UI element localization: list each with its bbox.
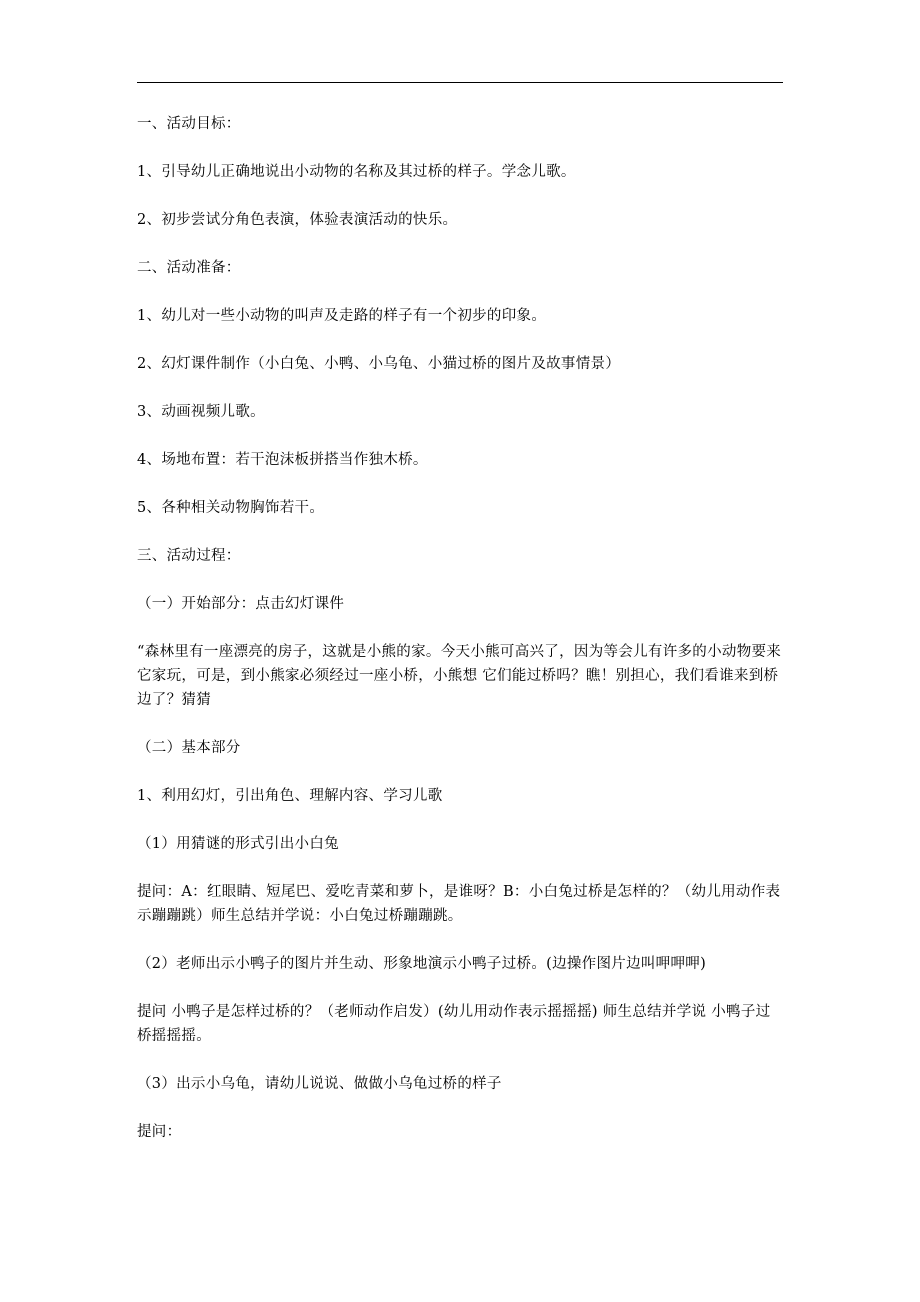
header-rule — [137, 82, 783, 83]
paragraph: 1、幼儿对一些小动物的叫声及走路的样子有一个初步的印象。 — [137, 308, 547, 324]
section-heading-process: 三、活动过程： — [137, 548, 241, 564]
paragraph: 4、场地布置：若干泡沫板拼搭当作独木桥。 — [137, 452, 428, 468]
paragraph: （1）用猜谜的形式引出小白兔 — [137, 836, 339, 852]
paragraph: 5、各种相关动物胸饰若干。 — [137, 500, 325, 516]
section-heading-goals: 一、活动目标： — [137, 116, 241, 132]
paragraph: 2、初步尝试分角色表演，体验表演活动的快乐。 — [137, 212, 458, 228]
section-heading-preparation: 二、活动准备： — [137, 260, 241, 276]
paragraph: “森林里有一座漂亮的房子，这就是小熊的家。今天小熊可高兴了，因为等会儿有许多的小动物要来它家玩，可是，到小熊家必须经过一座小桥，小熊想 它们能过桥吗？瞧！别担心，我们看谁来到桥边了？猜猜 — [137, 644, 782, 708]
paragraph: 提问 小鸭子是怎样过桥的？（老师动作启发）(幼儿用动作表示摇摇摇) 师生总结并学说 小鸭子过桥摇摇摇。 — [137, 1004, 771, 1044]
paragraph: （3）出示小乌龟，请幼儿说说、做做小乌龟过桥的样子 — [137, 1076, 502, 1092]
subsection-heading: （一）开始部分：点击幻灯课件 — [137, 596, 345, 612]
paragraph: （2）老师出示小鸭子的图片并生动、形象地演示小鸭子过桥。(边操作图片边叫呷呷呷) — [137, 956, 707, 972]
paragraph: 提问：A：红眼睛、短尾巴、爱吃青菜和萝卜，是谁呀？B：小白兔过桥是怎样的？（幼儿用动作表示蹦蹦跳）师生总结并学说：小白兔过桥蹦蹦跳。 — [137, 884, 781, 924]
paragraph: 1、利用幻灯，引出角色、理解内容、学习儿歌 — [137, 788, 443, 804]
paragraph: 3、动画视频儿歌。 — [137, 404, 265, 420]
paragraph: 2、幻灯课件制作（小白兔、小鸭、小乌龟、小猫过桥的图片及故事情景） — [137, 356, 621, 372]
subsection-heading: （二）基本部分 — [137, 740, 241, 756]
paragraph: 1、引导幼儿正确地说出小动物的名称及其过桥的样子。学念儿歌。 — [137, 164, 576, 180]
paragraph: 提问： — [137, 1124, 182, 1140]
